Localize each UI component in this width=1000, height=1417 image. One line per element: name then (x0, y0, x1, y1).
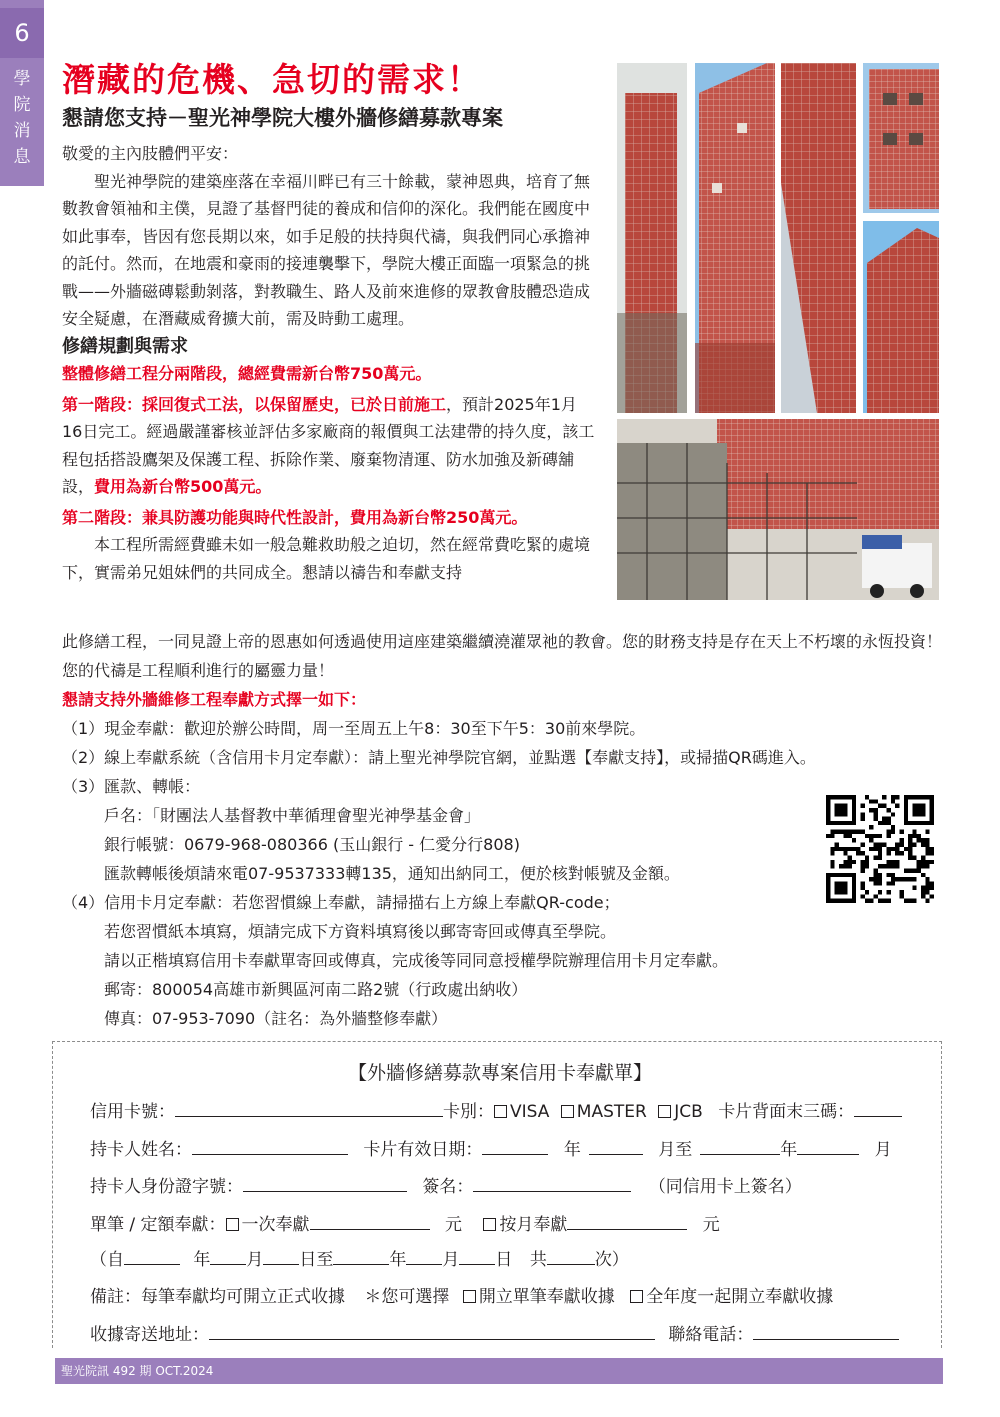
visa-label: VISA (510, 1102, 550, 1122)
qr-code-image (824, 795, 936, 903)
closing-paragraph-a: 本工程所需經費雖未如一般急難救助般之迫切，然在經常費吃緊的處境下，實需弟兄姐妹們的共同成全。懇請以禱告和奉獻支持 (62, 535, 591, 582)
monthly-yuan: 元 (702, 1215, 720, 1235)
expiry-month-label: 月 (874, 1140, 892, 1160)
cvv-field[interactable] (854, 1099, 902, 1117)
phase1-paragraph (62, 391, 597, 501)
article-body (62, 140, 597, 586)
monthly-amount-field[interactable] (567, 1212, 687, 1230)
card-number-field[interactable] (175, 1099, 443, 1117)
monthly-checkbox[interactable] (483, 1218, 496, 1231)
address-label: 收據寄送地址： (90, 1325, 209, 1345)
period-day-to-label: 日至 (299, 1250, 334, 1270)
amount-label: 單筆 / 定額奉獻： (90, 1215, 226, 1235)
period-year-from[interactable] (124, 1247, 180, 1265)
period-day-from[interactable] (263, 1247, 299, 1265)
holder-name-label: 持卡人姓名： (90, 1140, 192, 1160)
once-label: 一次奉獻 (241, 1215, 310, 1235)
expiry-month-to[interactable] (797, 1137, 859, 1155)
holder-name-field[interactable] (192, 1137, 348, 1155)
form-row-holder (90, 1135, 892, 1160)
choose-label: ＊您可選擇 (364, 1287, 450, 1307)
form-title: 【外牆修繕募款專案信用卡奉獻單】 (347, 1062, 652, 1084)
period-times-label: 次） (594, 1250, 629, 1270)
jcb-label: JCB (674, 1102, 703, 1122)
plan-heading: 修繕規劃與需求 (62, 335, 188, 357)
form-row-amount (90, 1210, 720, 1235)
period-times-field[interactable] (547, 1247, 595, 1265)
intro-paragraph: 聖光神學院的建築座落在幸福川畔已有三十餘載，蒙神恩典，培育了無數教會領袖和主僕，見證了基督門徒的養成和信仰的深化。我們能在國度中如此事奉，皆因有您長期以來，如手足般的扶持與代禱，與我們同心承擔神的託付。然而，在地震和豪雨的接連襲擊下，學院大樓正面臨一項緊急的挑戰——外牆磁磚鬆動剝落，對教職生、路人及前來進修的眾教會肢體恐造成安全疑慮，在潛藏威脅擴大前，需及時動工處理。 (62, 171, 591, 328)
account-number: 銀行帳號：0679-968-080366 (玉山銀行 - 仁愛分行808) (104, 835, 520, 854)
visa-checkbox[interactable] (494, 1105, 507, 1118)
authorization-note: 請以正楷填寫信用卡奉獻單寄回或傳真，完成後等同同意授權學院辦理信用卡月定奉獻。 (104, 951, 729, 970)
donation-section (62, 627, 942, 1033)
paper-form-note: 若您習慣紙本填寫，煩請完成下方資料填寫後以郵寄寄回或傳真至學院。 (104, 922, 617, 941)
form-row-period (90, 1245, 629, 1270)
signature-note: （同信用卡上簽名） (648, 1177, 802, 1197)
donation-heading: 懇請支持外牆維修工程奉獻方式擇一如下： (62, 690, 367, 709)
period-year-label: 年 (193, 1250, 211, 1270)
form-row-remark (90, 1282, 833, 1307)
period-month-to[interactable] (406, 1247, 442, 1265)
master-checkbox[interactable] (561, 1105, 574, 1118)
expiry-year-to[interactable] (700, 1137, 780, 1155)
method-online: （2）線上奉獻系統（含信用卡月定奉獻）：請上聖光神學院官網，並點選【奉獻支持】，或掃描QR碼進入。 (62, 748, 816, 767)
period-day-to[interactable] (459, 1247, 495, 1265)
method-credit-card: （4）信用卡月定奉獻：若您習慣線上奉獻，請掃描右上方線上奉獻QR-code； (62, 893, 620, 912)
qr-code[interactable] (824, 795, 936, 903)
id-number-field[interactable] (243, 1174, 407, 1192)
id-number-label: 持卡人身份證字號： (90, 1177, 243, 1197)
period-from-label: （自 (90, 1250, 124, 1270)
closing-paragraph-b: 此修繕工程，一同見證上帝的恩惠如何透過使用這座建築繼續澆灌眾祂的教會。您的財務支持是存在天上不朽壞的永恆投資！您的代禱是工程順利進行的屬靈力量！ (62, 632, 943, 680)
transfer-note: 匯款轉帳後煩請來電07-9537333轉135，通知出納同工，便於核對帳號及金額。 (104, 864, 680, 883)
monthly-label: 按月奉獻 (499, 1215, 568, 1235)
period-year2-label: 年 (389, 1250, 407, 1270)
fax-number: 傳真：07-953-7090（註名：為外牆整修奉獻） (104, 1009, 448, 1028)
address-field[interactable] (209, 1322, 655, 1340)
form-row-card (90, 1097, 902, 1122)
card-type-label: 卡別： (443, 1102, 494, 1122)
expiry-year2-label: 年 (780, 1140, 798, 1160)
period-month-from[interactable] (210, 1247, 246, 1265)
once-amount-field[interactable] (310, 1212, 430, 1230)
section-tab (0, 0, 44, 186)
phase1-title: 第一階段：採回復式工法，以保留歷史，已於日前施工 (62, 394, 447, 414)
expiry-to-label: 月至 (658, 1140, 693, 1160)
signature-field[interactable] (473, 1174, 631, 1192)
page-title: 潛藏的危機、急切的需求！ (62, 60, 482, 99)
method-transfer: （3）匯款、轉帳： (62, 777, 201, 796)
phase1-cost: 費用為新台幣500萬元。 (94, 477, 272, 496)
page-number: 6 (0, 8, 44, 58)
phase2-title: 第二階段：兼具防護功能與時代性設計，費用為新台幣250萬元。 (62, 507, 528, 527)
master-label: MASTER (576, 1102, 647, 1122)
once-yuan: 元 (444, 1215, 462, 1235)
once-checkbox[interactable] (226, 1218, 239, 1231)
signature-label: 簽名： (422, 1177, 474, 1197)
expiry-label: 卡片有效日期： (363, 1140, 483, 1160)
annual-receipt-checkbox[interactable] (630, 1290, 643, 1303)
photo-collage-image (617, 63, 939, 600)
jcb-checkbox[interactable] (658, 1105, 671, 1118)
single-receipt-checkbox[interactable] (463, 1290, 476, 1303)
remark-label: 備註：每筆奉獻均可開立正式收據 (90, 1287, 345, 1307)
page-subtitle: 懇請您支持－聖光神學院大樓外牆修繕募款專案 (62, 106, 503, 130)
form-row-id (90, 1172, 802, 1197)
section-label: 學 院 消 息 (13, 69, 31, 167)
form-row-address (90, 1320, 899, 1345)
period-month2-label: 月 (442, 1250, 460, 1270)
single-receipt-label: 開立單筆奉獻收據 (478, 1287, 615, 1307)
building-photo-collage (617, 63, 939, 600)
period-year-to[interactable] (333, 1247, 389, 1265)
page-footer: 聖光院訊 492 期 OCT.2024 (55, 1358, 943, 1384)
expiry-year-from[interactable] (482, 1137, 548, 1155)
period-month-label: 月 (246, 1250, 264, 1270)
phone-field[interactable] (753, 1322, 899, 1340)
card-number-label: 信用卡號： (90, 1102, 175, 1122)
expiry-month-from[interactable] (589, 1137, 643, 1155)
cvv-label: 卡片背面末三碼： (718, 1102, 855, 1122)
greeting: 敬愛的主內肢體們平安： (62, 144, 239, 163)
annual-receipt-label: 全年度一起開立奉獻收據 (646, 1287, 834, 1307)
period-day-label: 日 (495, 1250, 513, 1270)
phone-label: 聯絡電話： (668, 1325, 754, 1345)
expiry-year-label: 年 (563, 1140, 581, 1160)
method-cash: （1）現金奉獻：歡迎於辦公時間，周一至周五上午8：30至下午5：30前來學院。 (62, 719, 646, 738)
mail-address: 郵寄：800054高雄市新興區河南二路2號（行政處出納收） (104, 980, 528, 999)
account-name: 戶名：「財團法人基督教中華循理會聖光神學基金會」 (104, 806, 481, 825)
phase1-text: ，預計2025年1月16日完工。經過嚴謹審核並評估多家廠商的報價與工法建帶的持久度，該工程包括搭設鷹架及保護工程、拆除作業、廢棄物清運、防水加強及新磚舖設， (62, 394, 595, 496)
total-cost: 整體修繕工程分兩階段，總經費需新台幣750萬元。 (62, 364, 432, 383)
period-total-label: 共 (529, 1250, 547, 1270)
